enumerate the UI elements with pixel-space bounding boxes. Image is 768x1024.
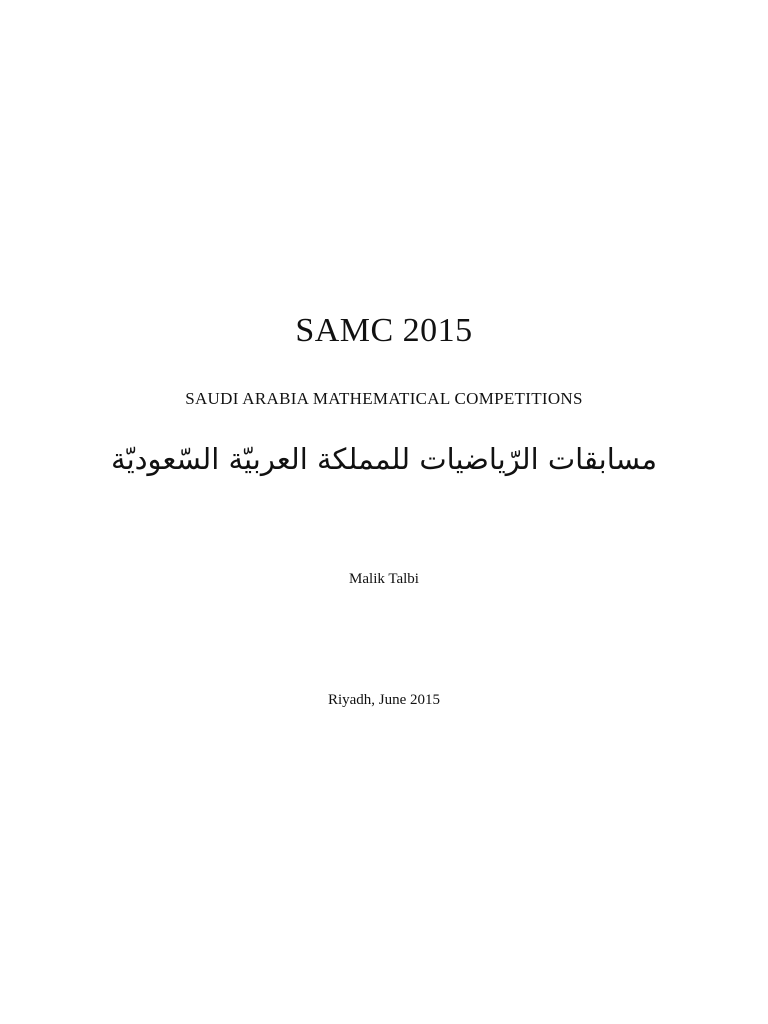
document-subtitle: SAUDI ARABIA MATHEMATICAL COMPETITIONS — [185, 389, 583, 408]
author-name: Malik Talbi — [349, 571, 419, 587]
place-and-date: Riyadh, June 2015 — [327, 692, 441, 708]
arabic-title: مسابقات الرّياضيات للمملكة العربيّة السّعوديّة — [111, 442, 657, 476]
document-title: SAMC 2015 — [295, 312, 473, 349]
